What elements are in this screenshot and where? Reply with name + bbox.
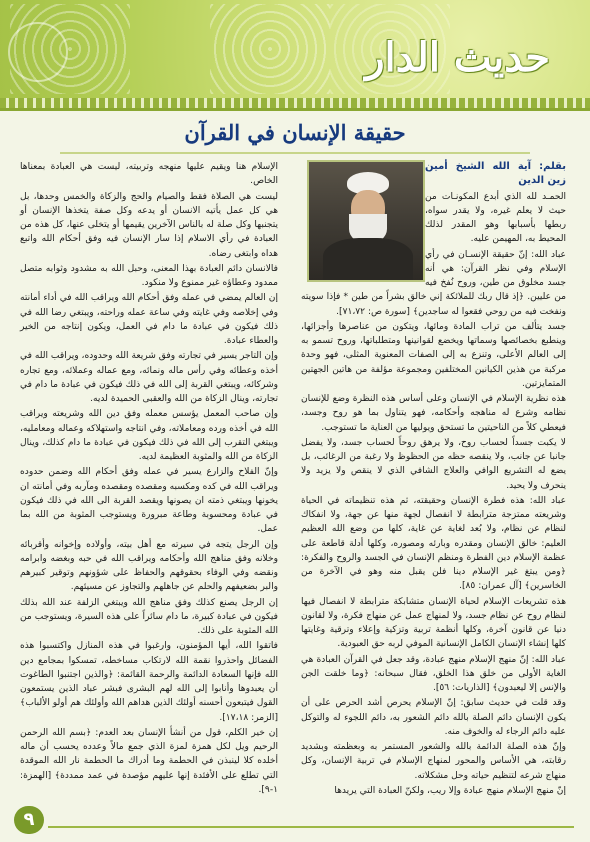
article-author: بقلم: آية الله الشيخ أمين زين الدين: [425, 161, 566, 187]
header-banner: [0, 0, 590, 98]
header-ornament: [210, 4, 330, 94]
header-divider: [0, 108, 590, 111]
paragraph: وإنّ الفلاح والزارع يسير في عمله وفق أحكام الله وضمن حدوده ويراقب الله في كده ومكسبه ومقصده ومقصده ومآربه وفي أمانته ان يخونها ويبتغي ذمته ان يصونها ويقصد القربة الى الله في ذلك فيكون في عبادة ومحسوبة وطاعة مبرورة ويستوجب المثوبة من الله بما عمل.: [20, 467, 278, 535]
paragraph: الإسلام هنا ويقيم عليها منهجه وتربيته، ليست هي العبادة بمعناها الخاص.: [20, 162, 278, 187]
paragraph: لا يكبت جسداً لحساب روح، ولا يرهق روحاً لحساب جسد، ولا يفضل جانبا عن جانب، ولا ينقصه حظه من الحظوظ ولا رغبة من الرغائب، بل يضع له التشريع الوافي والعلاج الشافي الذي لا ينقص ولا يزيد ولا ينحرف ولا يحيد.: [301, 437, 566, 491]
article-title: حقيقة الإنسان في القرآن: [184, 120, 406, 145]
paragraph: وقد قلت في حديث سابق: إنّ الإسلام يحرص أشد الحرص على أن يكون الإنسان دائم الصلة بالله دائم الشعور به، دائم اللجوء له والتوكل عليه دائم الرجاء له والخوف منه.: [301, 698, 566, 737]
footer-rule: [48, 826, 574, 828]
paragraph: وإنّ هذه الصلة الدائمة بالله والشعور المستمر به وبعظمته وبشديد رقابته، هي الأساس والمحور لمنهاج الإسلام في تربية الإنسان، وكل منهاج شرعه لتنظيم حياته وحل مشكلاته.: [301, 742, 566, 781]
paragraph: فالانسان دائم العبادة بهذا المعنى، وحبل الله به مشدود وثوابه متصل ممدود وعطاؤه غير ممنوع ولا منكود.: [20, 263, 278, 288]
author-photo: [307, 160, 425, 282]
paragraph: وإن التاجر يسير في تجارته وفق شريعة الله وحدوده، ويراقب الله في أخذه وعطائه وفي رأس ماله ونمائه، ومع عماله وعملائه، ومع تجاره وشركائه، ويبتغي القربة إلى الله في ذلك فيكون في عبادة ما دام في تجارته، وينال الزكاة من الله والعقبى الحميدة لديه.: [20, 351, 278, 404]
paragraph: هذه تشريعات الإسلام لحياة الإنسان متشابكة مترابطة لا انفصال فيها لنظام روح عن نظام جسد، ولا لمنهاج عمل عن منهاج فكرة، ولا لقانون دنيا عن قانون آخرة، وكلها أنظمة تربية وتزكية وإعلاء وترقية وغايتها كلها إنشاء الإنسان الكامل الإنسانية الموفي لربه حق العبودية.: [301, 596, 566, 650]
decorative-circle-icon: [8, 22, 68, 82]
section-title: حديث الدار: [365, 34, 550, 81]
paragraph: إنّ منهج الإسلام منهج عبادة وإلا ريب، ولكنّ العبادة التي يريدها: [334, 785, 566, 796]
paragraph: جسد يتألف من تراب المادة ومائها، ويتكون من عناصرها وأجزائها، وينطبع بخصائصها وسماتها ويخضع لقوانينها ومتطلباتها، وروح تسمو به إلى العالم الأعلى، وتنزع به إلى الصفات المعنوية المثلى، فهو وحدة مركبة من هذين الكيانين المختلفين ومجموعة مؤلفة من هاتين الجهتين المتمايزتين.: [301, 321, 566, 389]
paragraph: إن الرجل يصنع كذلك وفق مناهج الله ويبتغي الزلفة عند الله بذلك فيكون في عبادة كبيرة، ما دام سائراً على هذه السيرة، ويستوجب من الله المثوبة على ذلك.: [20, 597, 278, 636]
paragraph: عباد الله: إنّ منهج الإسلام منهج عبادة، وقد جعل في القرآن العبادة هي الغاية الأولى من خلق هذا الخلق، فقال سبحانه: ﴿وما خلقت الجن والإنس إلا ليعبدون﴾ [الذاريات: ٥٦].: [301, 654, 566, 693]
paragraph: عباد الله: إنّ حقيقة الإنسـان في رأي الإسلام وفي نظر القرآن: هي أنه جسد مخلوق من طين، وروح نُفخ فيه من عليين. ﴿إذ قال ربك للملائكة إني خالق بشراً من طين * فإذا سويته ونفخت فيه من روحي فقعوا له ساجدين﴾ [سورة ص: ٧١،٧٢].: [301, 249, 566, 317]
title-underline: [60, 152, 530, 154]
article-column-right: [301, 160, 566, 799]
robe-shape: [323, 238, 413, 282]
page-number: ٩: [14, 806, 44, 834]
article-column-left: [20, 160, 278, 798]
paragraph: ليست هي الصلاة فقط والصيام والحج والزكاة والخمس وحدها، بل هي كل عمل يأتيه الانسان أو يدعه وكل صفة يتخذها الإنسان أو يتجنبها وكل صلة له بالناس الآخرين يقيمها أو يتخلى عنها، كل هذه من العبادة في رأي الاسلام إذا سار الإنسان فيه وفق أحكام الله واتبع هداه وابتغى رضاه.: [20, 191, 278, 259]
paragraph: الحمـد لله الذي أبدع المكونـات من حيث لا يعلم غيره، ولا يقدر سواه، ربطها بأسبابها وهو المقدر لذلك المحيط به، المهيمن عليه.: [425, 191, 566, 245]
paragraph: إن العالم يمضي في عمله وفق أحكام الله ويراقب الله في أداء أمانته وفي إخلاصه وفي غايته وفي ساعة عمله وراحته، ويبتغي رضا الله في ذلك فيكون في عبادة ما دام في العمل، ويكون إنتاجه من الخير والعطاء عبادة.: [20, 293, 278, 346]
paragraph: إن خير الكلم، قول من أنشأ الإنسان بعد العدم: ﴿بسم الله الرحمن الرحيم ويل لكل همزة لمزة الذي جمع مالاً وعدده يحسب أن ماله أخلده كلا لينبذن في الحطمة وما أدراك ما الحطمة نار الله الموقدة التي تطلع على الأفئدة إنها عليهم مؤصدة في عمد ممددة﴾ [الهمزة: ١-٩].: [20, 727, 278, 795]
header-border: [0, 98, 590, 108]
paragraph: عباد الله: هذه فطرة الإنسان وحقيقته، ثم هذه تنظيماته في الحياة وشريعته ممتزجة مترابطة لا انفصال لجهة منها عن جهة، ولا انفكاك لنظام عن نظام، ولا بُعد لغاية عن غاية، كلها من وضع الله العظيم العليم: خالق الإنسان ومقدره وبارئه ومصوره، وكلها أدلة قاطعة على عظمة الإسلام دين الفطرة ومنظم الإنسان في الجسد والروح والفكرة: ﴿ومن يبتغ غير الإسلام دينا فلن يقبل منه وهو في الآخرة من الخاسرين﴾ [آل عمران: ٨٥].: [301, 495, 566, 592]
paragraph: وإن الرجل يتجه في سيرته مع أهل بيته، وأولاده وإخوانه وأقربائه وخلانه وفق مناهج الله وأحكامه ويراقب الله في حبه وبغضه وابرامه ونقضه وفي الوفاء بحقوقهم والحفاظ على شؤونهم وتوقير كبيرهم والبر بضعيفهم والحلم عن جاهلهم والتجاوز عن مسيئهم.: [20, 539, 278, 593]
paragraph: وإن صاحب المعمل يؤسس معمله وفق دين الله وشريعته ويراقب الله في أخذه ورده ومعاملاته، وفي انتاجه واستهلاكه وعماله ومعامليه، ويبتغي التقرب إلى الله في ذلك فيكون في عبادة ما دام كذلك، وينال الزكاة من الله والمثوبة العظيمة لديه.: [20, 409, 278, 462]
paragraph: هذه نظرية الإسلام في الإنسان وعلى أساس هذه النظرة وضع للإنسان نظامه وشرع له مناهجه وأحكامه، فهو يتناول بما هو روح وجسد، فيعطي كلاً من الناحيتين ما تستحق ويوليها من العناية ما تستوجب.: [301, 394, 566, 433]
paragraph: فاتقوا الله، أيها المؤمنون، وارغبوا في هذه المنازل واكتسبوا هذه الفضائل واحذروا نقمة الله لارتكاب مساخطه، تمسكوا بمجامع دين الله فإنها السعادة الدائمة والرحمة القائمة: ﴿والذين اجتنبوا الطاغوت أن يعبدوها وأنابوا إلى الله لهم البشرى فبشر عباد الذين يستمعون القول فيتبعون أحسنه أولئك الذين هداهم الله وأولئك هم أولو الألباب﴾ [الزمر: ١٧،١٨].: [20, 641, 278, 723]
